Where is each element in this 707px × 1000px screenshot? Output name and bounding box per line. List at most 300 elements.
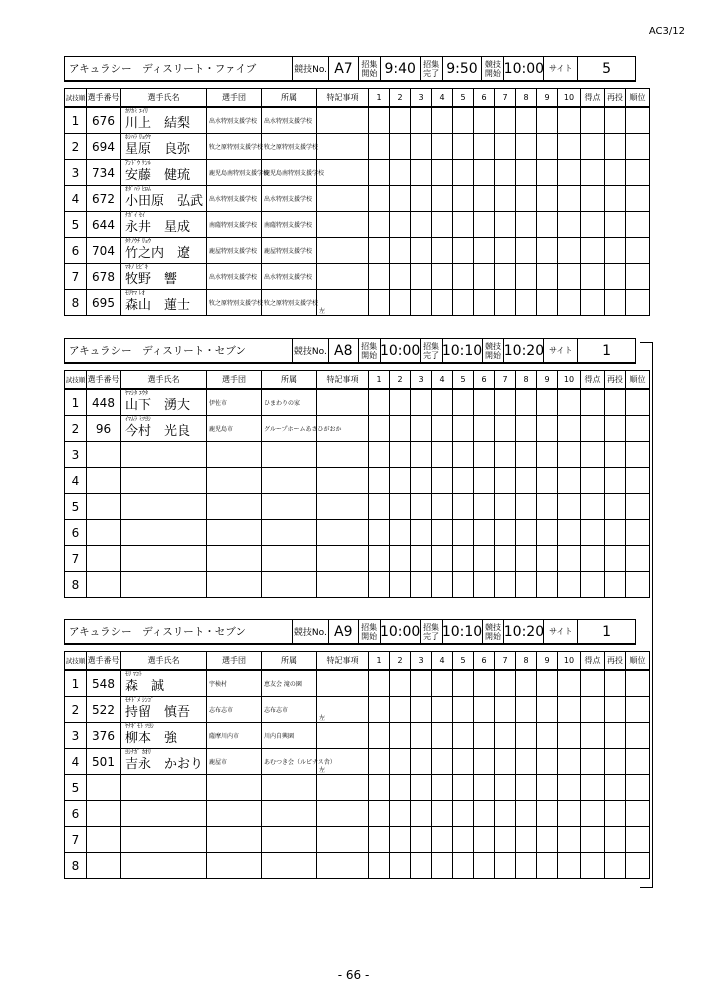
end-score-cell[interactable] (369, 546, 390, 572)
end-score-cell[interactable] (495, 520, 516, 546)
end-score-cell[interactable] (432, 827, 453, 853)
end-score-cell[interactable] (411, 468, 432, 494)
end-score-cell[interactable] (390, 186, 411, 212)
end-score-cell[interactable] (432, 389, 453, 416)
rank-cell[interactable] (626, 546, 650, 572)
end-score-cell[interactable] (390, 290, 411, 316)
end-score-cell[interactable] (432, 160, 453, 186)
throw-again-cell[interactable] (605, 238, 626, 264)
throw-again-cell[interactable] (605, 801, 626, 827)
end-score-cell[interactable] (558, 186, 581, 212)
end-score-cell[interactable] (369, 697, 390, 723)
end-score-cell[interactable] (474, 416, 495, 442)
end-score-cell[interactable] (537, 389, 558, 416)
end-score-cell[interactable] (369, 494, 390, 520)
end-score-cell[interactable] (369, 107, 390, 134)
score-cell[interactable] (581, 134, 605, 160)
end-score-cell[interactable] (516, 186, 537, 212)
throw-again-cell[interactable] (605, 107, 626, 134)
end-score-cell[interactable] (432, 520, 453, 546)
end-score-cell[interactable] (495, 775, 516, 801)
end-score-cell[interactable] (411, 546, 432, 572)
score-cell[interactable] (581, 107, 605, 134)
throw-again-cell[interactable] (605, 134, 626, 160)
end-score-cell[interactable] (390, 520, 411, 546)
end-score-cell[interactable] (537, 801, 558, 827)
end-score-cell[interactable] (537, 416, 558, 442)
end-score-cell[interactable] (369, 416, 390, 442)
end-score-cell[interactable] (453, 670, 474, 697)
end-score-cell[interactable] (495, 468, 516, 494)
end-score-cell[interactable] (516, 389, 537, 416)
end-score-cell[interactable] (516, 697, 537, 723)
end-score-cell[interactable] (369, 238, 390, 264)
end-score-cell[interactable] (474, 853, 495, 879)
end-score-cell[interactable] (390, 546, 411, 572)
throw-again-cell[interactable] (605, 416, 626, 442)
end-score-cell[interactable] (411, 520, 432, 546)
end-score-cell[interactable] (453, 416, 474, 442)
end-score-cell[interactable] (432, 212, 453, 238)
end-score-cell[interactable] (474, 723, 495, 749)
end-score-cell[interactable] (411, 416, 432, 442)
end-score-cell[interactable] (495, 264, 516, 290)
rank-cell[interactable] (626, 801, 650, 827)
rank-cell[interactable] (626, 572, 650, 598)
end-score-cell[interactable] (432, 238, 453, 264)
end-score-cell[interactable] (390, 827, 411, 853)
score-cell[interactable] (581, 389, 605, 416)
end-score-cell[interactable] (432, 264, 453, 290)
end-score-cell[interactable] (411, 572, 432, 598)
end-score-cell[interactable] (474, 389, 495, 416)
rank-cell[interactable] (626, 238, 650, 264)
end-score-cell[interactable] (369, 468, 390, 494)
end-score-cell[interactable] (537, 749, 558, 775)
throw-again-cell[interactable] (605, 160, 626, 186)
end-score-cell[interactable] (558, 416, 581, 442)
end-score-cell[interactable] (558, 264, 581, 290)
end-score-cell[interactable] (369, 827, 390, 853)
end-score-cell[interactable] (411, 160, 432, 186)
throw-again-cell[interactable] (605, 723, 626, 749)
end-score-cell[interactable] (390, 697, 411, 723)
end-score-cell[interactable] (453, 442, 474, 468)
end-score-cell[interactable] (537, 468, 558, 494)
end-score-cell[interactable] (474, 107, 495, 134)
end-score-cell[interactable] (495, 416, 516, 442)
end-score-cell[interactable] (558, 290, 581, 316)
end-score-cell[interactable] (369, 160, 390, 186)
end-score-cell[interactable] (390, 160, 411, 186)
end-score-cell[interactable] (558, 520, 581, 546)
end-score-cell[interactable] (495, 107, 516, 134)
end-score-cell[interactable] (558, 697, 581, 723)
end-score-cell[interactable] (369, 520, 390, 546)
end-score-cell[interactable] (558, 107, 581, 134)
end-score-cell[interactable] (474, 442, 495, 468)
end-score-cell[interactable] (558, 775, 581, 801)
rank-cell[interactable] (626, 212, 650, 238)
end-score-cell[interactable] (369, 572, 390, 598)
throw-again-cell[interactable] (605, 442, 626, 468)
score-cell[interactable] (581, 264, 605, 290)
end-score-cell[interactable] (558, 723, 581, 749)
throw-again-cell[interactable] (605, 186, 626, 212)
end-score-cell[interactable] (537, 494, 558, 520)
score-cell[interactable] (581, 520, 605, 546)
score-cell[interactable] (581, 697, 605, 723)
end-score-cell[interactable] (453, 775, 474, 801)
rank-cell[interactable] (626, 723, 650, 749)
end-score-cell[interactable] (558, 134, 581, 160)
end-score-cell[interactable] (411, 212, 432, 238)
throw-again-cell[interactable] (605, 290, 626, 316)
end-score-cell[interactable] (432, 723, 453, 749)
throw-again-cell[interactable] (605, 389, 626, 416)
throw-again-cell[interactable] (605, 670, 626, 697)
end-score-cell[interactable] (558, 160, 581, 186)
end-score-cell[interactable] (474, 801, 495, 827)
throw-again-cell[interactable] (605, 546, 626, 572)
end-score-cell[interactable] (453, 134, 474, 160)
end-score-cell[interactable] (432, 107, 453, 134)
end-score-cell[interactable] (411, 775, 432, 801)
end-score-cell[interactable] (390, 238, 411, 264)
end-score-cell[interactable] (474, 264, 495, 290)
end-score-cell[interactable] (411, 389, 432, 416)
score-cell[interactable] (581, 801, 605, 827)
throw-again-cell[interactable] (605, 749, 626, 775)
score-cell[interactable] (581, 749, 605, 775)
end-score-cell[interactable] (495, 670, 516, 697)
end-score-cell[interactable] (558, 212, 581, 238)
end-score-cell[interactable] (432, 749, 453, 775)
end-score-cell[interactable] (453, 212, 474, 238)
end-score-cell[interactable] (453, 749, 474, 775)
rank-cell[interactable] (626, 416, 650, 442)
rank-cell[interactable] (626, 775, 650, 801)
end-score-cell[interactable] (390, 775, 411, 801)
end-score-cell[interactable] (453, 238, 474, 264)
rank-cell[interactable] (626, 670, 650, 697)
end-score-cell[interactable] (537, 827, 558, 853)
rank-cell[interactable] (626, 442, 650, 468)
end-score-cell[interactable] (411, 186, 432, 212)
score-cell[interactable] (581, 212, 605, 238)
end-score-cell[interactable] (390, 107, 411, 134)
end-score-cell[interactable] (432, 775, 453, 801)
end-score-cell[interactable] (432, 416, 453, 442)
end-score-cell[interactable] (411, 853, 432, 879)
end-score-cell[interactable] (411, 494, 432, 520)
end-score-cell[interactable] (495, 186, 516, 212)
end-score-cell[interactable] (432, 546, 453, 572)
end-score-cell[interactable] (453, 827, 474, 853)
end-score-cell[interactable] (516, 134, 537, 160)
end-score-cell[interactable] (432, 186, 453, 212)
end-score-cell[interactable] (474, 827, 495, 853)
score-cell[interactable] (581, 670, 605, 697)
end-score-cell[interactable] (369, 389, 390, 416)
end-score-cell[interactable] (516, 416, 537, 442)
end-score-cell[interactable] (537, 572, 558, 598)
end-score-cell[interactable] (453, 389, 474, 416)
end-score-cell[interactable] (537, 723, 558, 749)
end-score-cell[interactable] (537, 546, 558, 572)
rank-cell[interactable] (626, 389, 650, 416)
end-score-cell[interactable] (432, 134, 453, 160)
throw-again-cell[interactable] (605, 264, 626, 290)
end-score-cell[interactable] (390, 853, 411, 879)
end-score-cell[interactable] (516, 723, 537, 749)
score-cell[interactable] (581, 186, 605, 212)
end-score-cell[interactable] (432, 697, 453, 723)
end-score-cell[interactable] (411, 238, 432, 264)
end-score-cell[interactable] (453, 697, 474, 723)
end-score-cell[interactable] (516, 264, 537, 290)
end-score-cell[interactable] (432, 572, 453, 598)
end-score-cell[interactable] (390, 468, 411, 494)
throw-again-cell[interactable] (605, 853, 626, 879)
end-score-cell[interactable] (516, 749, 537, 775)
end-score-cell[interactable] (390, 670, 411, 697)
throw-again-cell[interactable] (605, 212, 626, 238)
rank-cell[interactable] (626, 494, 650, 520)
rank-cell[interactable] (626, 160, 650, 186)
end-score-cell[interactable] (558, 670, 581, 697)
end-score-cell[interactable] (495, 749, 516, 775)
end-score-cell[interactable] (474, 520, 495, 546)
end-score-cell[interactable] (558, 389, 581, 416)
end-score-cell[interactable] (495, 572, 516, 598)
end-score-cell[interactable] (432, 801, 453, 827)
end-score-cell[interactable] (369, 264, 390, 290)
rank-cell[interactable] (626, 520, 650, 546)
end-score-cell[interactable] (558, 572, 581, 598)
end-score-cell[interactable] (495, 238, 516, 264)
end-score-cell[interactable] (537, 238, 558, 264)
end-score-cell[interactable] (516, 775, 537, 801)
throw-again-cell[interactable] (605, 520, 626, 546)
end-score-cell[interactable] (558, 853, 581, 879)
end-score-cell[interactable] (390, 389, 411, 416)
end-score-cell[interactable] (558, 238, 581, 264)
end-score-cell[interactable] (390, 494, 411, 520)
end-score-cell[interactable] (390, 572, 411, 598)
end-score-cell[interactable] (516, 290, 537, 316)
score-cell[interactable] (581, 160, 605, 186)
end-score-cell[interactable] (453, 468, 474, 494)
end-score-cell[interactable] (537, 670, 558, 697)
rank-cell[interactable] (626, 264, 650, 290)
end-score-cell[interactable] (453, 160, 474, 186)
end-score-cell[interactable] (474, 290, 495, 316)
end-score-cell[interactable] (432, 290, 453, 316)
end-score-cell[interactable] (390, 442, 411, 468)
end-score-cell[interactable] (537, 186, 558, 212)
end-score-cell[interactable] (537, 697, 558, 723)
end-score-cell[interactable] (474, 670, 495, 697)
end-score-cell[interactable] (495, 134, 516, 160)
rank-cell[interactable] (626, 107, 650, 134)
end-score-cell[interactable] (474, 494, 495, 520)
end-score-cell[interactable] (390, 723, 411, 749)
end-score-cell[interactable] (432, 468, 453, 494)
end-score-cell[interactable] (411, 697, 432, 723)
throw-again-cell[interactable] (605, 494, 626, 520)
end-score-cell[interactable] (558, 749, 581, 775)
end-score-cell[interactable] (474, 134, 495, 160)
end-score-cell[interactable] (432, 442, 453, 468)
end-score-cell[interactable] (474, 697, 495, 723)
end-score-cell[interactable] (453, 546, 474, 572)
end-score-cell[interactable] (369, 186, 390, 212)
end-score-cell[interactable] (411, 723, 432, 749)
end-score-cell[interactable] (369, 670, 390, 697)
throw-again-cell[interactable] (605, 468, 626, 494)
end-score-cell[interactable] (411, 827, 432, 853)
score-cell[interactable] (581, 853, 605, 879)
end-score-cell[interactable] (516, 468, 537, 494)
end-score-cell[interactable] (495, 723, 516, 749)
end-score-cell[interactable] (495, 442, 516, 468)
end-score-cell[interactable] (495, 160, 516, 186)
end-score-cell[interactable] (453, 290, 474, 316)
end-score-cell[interactable] (516, 442, 537, 468)
end-score-cell[interactable] (537, 853, 558, 879)
end-score-cell[interactable] (474, 775, 495, 801)
rank-cell[interactable] (626, 186, 650, 212)
end-score-cell[interactable] (369, 775, 390, 801)
end-score-cell[interactable] (558, 801, 581, 827)
end-score-cell[interactable] (390, 134, 411, 160)
end-score-cell[interactable] (516, 801, 537, 827)
end-score-cell[interactable] (495, 212, 516, 238)
rank-cell[interactable] (626, 853, 650, 879)
end-score-cell[interactable] (495, 827, 516, 853)
end-score-cell[interactable] (369, 749, 390, 775)
end-score-cell[interactable] (390, 749, 411, 775)
end-score-cell[interactable] (474, 186, 495, 212)
score-cell[interactable] (581, 827, 605, 853)
score-cell[interactable] (581, 238, 605, 264)
score-cell[interactable] (581, 775, 605, 801)
end-score-cell[interactable] (537, 520, 558, 546)
end-score-cell[interactable] (558, 442, 581, 468)
end-score-cell[interactable] (495, 546, 516, 572)
end-score-cell[interactable] (411, 107, 432, 134)
end-score-cell[interactable] (516, 546, 537, 572)
end-score-cell[interactable] (474, 212, 495, 238)
end-score-cell[interactable] (390, 264, 411, 290)
end-score-cell[interactable] (474, 468, 495, 494)
end-score-cell[interactable] (558, 494, 581, 520)
end-score-cell[interactable] (474, 572, 495, 598)
end-score-cell[interactable] (495, 389, 516, 416)
end-score-cell[interactable] (474, 749, 495, 775)
end-score-cell[interactable] (537, 107, 558, 134)
score-cell[interactable] (581, 494, 605, 520)
end-score-cell[interactable] (369, 134, 390, 160)
throw-again-cell[interactable] (605, 697, 626, 723)
score-cell[interactable] (581, 546, 605, 572)
end-score-cell[interactable] (369, 212, 390, 238)
end-score-cell[interactable] (495, 290, 516, 316)
rank-cell[interactable] (626, 827, 650, 853)
end-score-cell[interactable] (432, 670, 453, 697)
end-score-cell[interactable] (516, 212, 537, 238)
end-score-cell[interactable] (537, 264, 558, 290)
end-score-cell[interactable] (474, 238, 495, 264)
end-score-cell[interactable] (453, 520, 474, 546)
end-score-cell[interactable] (453, 264, 474, 290)
end-score-cell[interactable] (495, 801, 516, 827)
throw-again-cell[interactable] (605, 827, 626, 853)
score-cell[interactable] (581, 290, 605, 316)
end-score-cell[interactable] (453, 853, 474, 879)
end-score-cell[interactable] (453, 107, 474, 134)
throw-again-cell[interactable] (605, 775, 626, 801)
end-score-cell[interactable] (411, 290, 432, 316)
end-score-cell[interactable] (516, 670, 537, 697)
end-score-cell[interactable] (390, 801, 411, 827)
end-score-cell[interactable] (558, 546, 581, 572)
end-score-cell[interactable] (453, 723, 474, 749)
end-score-cell[interactable] (516, 494, 537, 520)
end-score-cell[interactable] (390, 416, 411, 442)
end-score-cell[interactable] (411, 264, 432, 290)
rank-cell[interactable] (626, 468, 650, 494)
end-score-cell[interactable] (453, 494, 474, 520)
end-score-cell[interactable] (369, 801, 390, 827)
rank-cell[interactable] (626, 134, 650, 160)
rank-cell[interactable] (626, 749, 650, 775)
end-score-cell[interactable] (516, 238, 537, 264)
end-score-cell[interactable] (516, 107, 537, 134)
end-score-cell[interactable] (369, 723, 390, 749)
score-cell[interactable] (581, 572, 605, 598)
end-score-cell[interactable] (411, 670, 432, 697)
end-score-cell[interactable] (537, 134, 558, 160)
end-score-cell[interactable] (516, 520, 537, 546)
end-score-cell[interactable] (411, 442, 432, 468)
score-cell[interactable] (581, 442, 605, 468)
end-score-cell[interactable] (453, 801, 474, 827)
end-score-cell[interactable] (495, 494, 516, 520)
end-score-cell[interactable] (516, 572, 537, 598)
end-score-cell[interactable] (474, 546, 495, 572)
end-score-cell[interactable] (516, 827, 537, 853)
end-score-cell[interactable] (558, 827, 581, 853)
rank-cell[interactable] (626, 697, 650, 723)
score-cell[interactable] (581, 468, 605, 494)
score-cell[interactable] (581, 723, 605, 749)
end-score-cell[interactable] (537, 290, 558, 316)
end-score-cell[interactable] (432, 494, 453, 520)
end-score-cell[interactable] (537, 212, 558, 238)
end-score-cell[interactable] (369, 290, 390, 316)
throw-again-cell[interactable] (605, 572, 626, 598)
end-score-cell[interactable] (432, 853, 453, 879)
end-score-cell[interactable] (537, 160, 558, 186)
end-score-cell[interactable] (474, 160, 495, 186)
end-score-cell[interactable] (453, 186, 474, 212)
end-score-cell[interactable] (369, 853, 390, 879)
end-score-cell[interactable] (495, 853, 516, 879)
end-score-cell[interactable] (411, 134, 432, 160)
end-score-cell[interactable] (537, 442, 558, 468)
